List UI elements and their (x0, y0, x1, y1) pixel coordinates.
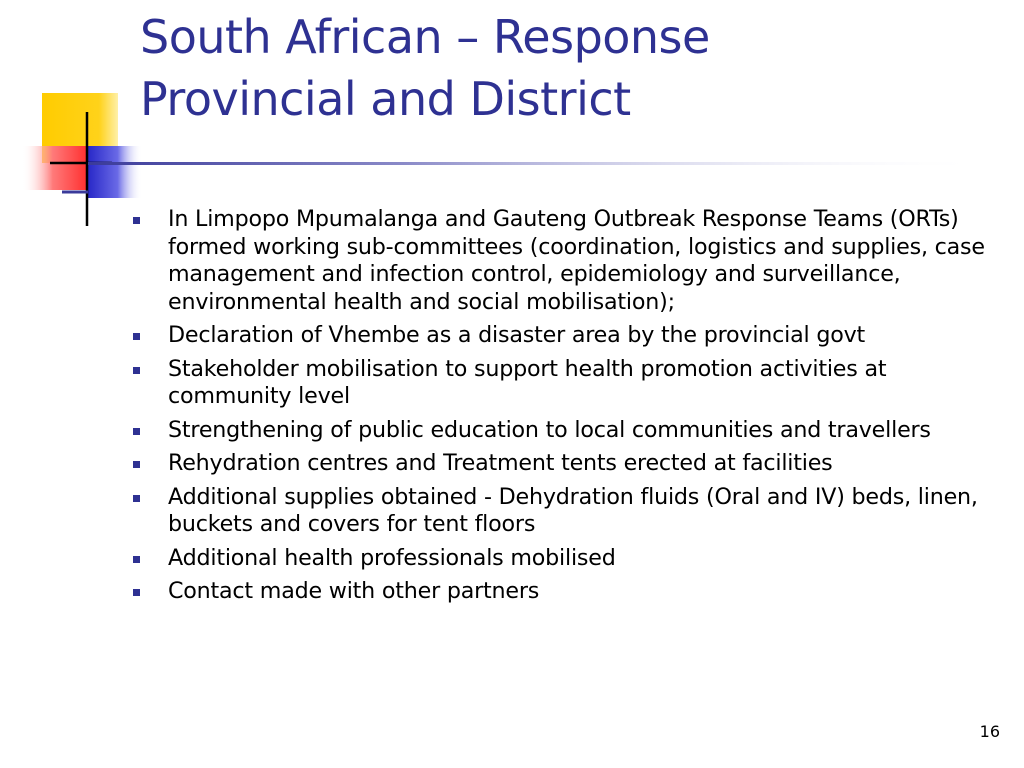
square-bullet-icon (133, 461, 140, 468)
square-bullet-icon (133, 428, 140, 435)
bullet-text: Rehydration centres and Treatment tents erected at facilities (168, 450, 833, 476)
bullet-item (130, 545, 1000, 573)
deco-red-square (22, 146, 90, 190)
title-line-1: South African – Response (140, 10, 710, 64)
square-bullet-icon (133, 333, 140, 340)
bullet-text: In Limpopo Mpumalanga and Gauteng Outbreak Response Teams (ORTs) formed working sub-committees (coordination, logistics and supplies, case management and infection control, epidemiology and surveillance, environmental health and social mobilisation); (168, 206, 985, 315)
bullet-text: Contact made with other partners (168, 578, 540, 604)
bullet-text: Additional health professionals mobilised (168, 544, 616, 571)
bullet-text: Stakeholder mobilisation to support health promotion activities at community level (168, 355, 887, 409)
square-bullet-icon (133, 367, 140, 374)
bullet-item (130, 450, 1000, 478)
square-bullet-icon (133, 495, 140, 502)
bullet-item (130, 206, 1000, 316)
square-bullet-icon (133, 217, 140, 224)
title-line-2: Provincial and District (140, 72, 631, 126)
bullet-item (130, 578, 1000, 606)
title-underline (88, 162, 988, 165)
page-number: 16 (979, 722, 1000, 741)
bullet-text: Strengthening of public education to local communities and travellers (168, 416, 931, 443)
bullet-item (130, 322, 1000, 350)
square-bullet-icon (133, 589, 140, 596)
bullet-list (130, 206, 1000, 612)
deco-blue-square (88, 146, 142, 198)
bullet-item (130, 417, 1000, 445)
slide-title (140, 6, 1000, 130)
bullet-text: Declaration of Vhembe as a disaster area by the provincial govt (168, 322, 866, 348)
bullet-item (130, 356, 1000, 411)
bullet-text: Additional supplies obtained - Dehydration fluids (Oral and IV) beds, linen, buckets and covers for tent floors (168, 483, 978, 537)
bullet-item (130, 484, 1000, 539)
square-bullet-icon (133, 556, 140, 563)
